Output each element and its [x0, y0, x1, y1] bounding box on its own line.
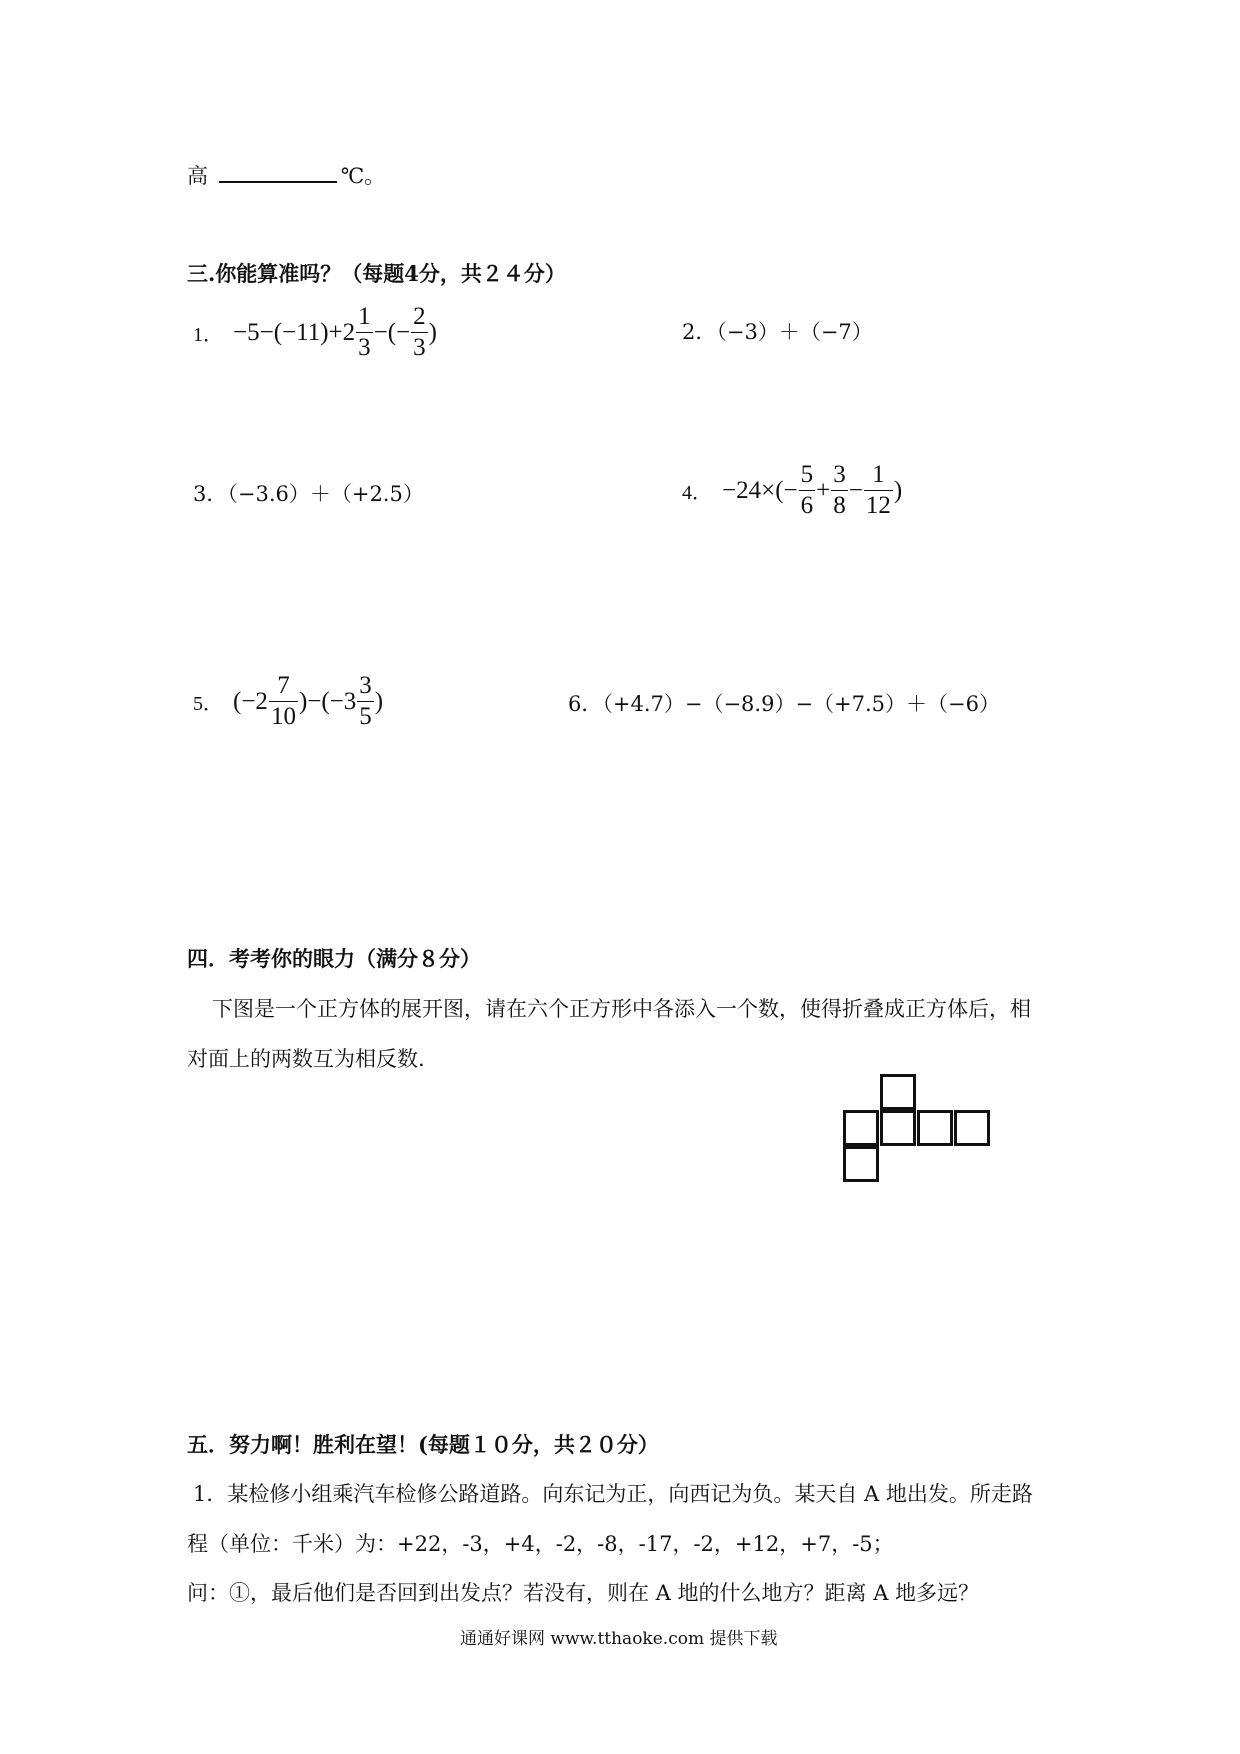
- net-square: [880, 1074, 916, 1110]
- fraction: $\frac{1}{3}$: [358, 303, 371, 361]
- problem-5: [193, 671, 383, 732]
- answer-blank: [219, 163, 337, 183]
- problem-1-part3: ): [428, 318, 437, 346]
- problem-3: 3．（−3.6）＋（+2.5）: [193, 482, 424, 506]
- problem-1-part2: −(−: [373, 318, 411, 346]
- fraction: $\frac{1}{12}$: [865, 461, 891, 519]
- net-square: [880, 1110, 916, 1146]
- problem-4-part2: ): [893, 476, 903, 504]
- section3-title: 三.你能算准吗？（每题4分，共２４分）: [187, 261, 566, 286]
- fraction: $\frac{5}{6}$: [800, 461, 814, 519]
- problem-1-part1: −5−(−11)+2: [233, 318, 356, 346]
- top-line-prefix: 高: [187, 164, 208, 188]
- problem-5-no: 5．: [193, 693, 223, 715]
- footer-source: 通通好课网 www.tthaoke.com 提供下载: [460, 1629, 778, 1649]
- problem-5-part1: (−2: [233, 687, 268, 715]
- net-square: [843, 1146, 879, 1182]
- problem-2: 2．（−3）＋（−7）: [682, 320, 873, 344]
- section5-q1-line3: 问：①，最后他们是否回到出发点？若没有，则在 A 地的什么地方？距离 A 地多远？: [187, 1581, 980, 1605]
- net-square: [843, 1110, 879, 1146]
- top-line: [187, 160, 385, 190]
- fraction: $\frac{7}{10}$: [270, 672, 296, 730]
- problem-5-part2: )−(−3: [298, 687, 357, 715]
- fraction: $\frac{2}{3}$: [413, 303, 426, 361]
- operator: +: [816, 476, 831, 504]
- problem-6: 6．（+4.7）−（−8.9）−（+7.5）＋（−6）: [568, 692, 1000, 716]
- operator: −: [848, 476, 863, 504]
- fraction: $\frac{3}{8}$: [833, 461, 846, 519]
- top-line-suffix: ℃。: [340, 164, 386, 188]
- section4-text-line2: 对面上的两数互为相反数.: [187, 1047, 425, 1071]
- net-square: [917, 1110, 953, 1146]
- fraction: $\frac{3}{5}$: [359, 672, 372, 730]
- problem-1-no: 1．: [193, 324, 223, 346]
- section5-title: 五．努力啊！胜利在望！(每题１０分，共２０分）: [187, 1432, 659, 1457]
- section4-title: 四．考考你的眼力（满分８分）: [187, 946, 481, 971]
- problem-4-part1: −24×(−: [722, 476, 798, 504]
- problem-5-part3: ): [374, 687, 384, 715]
- problem-4-no: 4．: [682, 482, 712, 504]
- problem-4: [682, 460, 902, 521]
- problem-1: [193, 302, 437, 363]
- section5-q1-line2: 程（单位：千米）为：+22，-3，+4，-2，-8，-17，-2，+12，+7，-5；: [187, 1532, 894, 1556]
- section5-q1-line1: 1．某检修小组乘汽车检修公路道路。向东记为正，向西记为负。某天自 A 地出发。所走路: [193, 1482, 1033, 1506]
- section4-text-line1: 下图是一个正方体的展开图，请在六个正方形中各添入一个数，使得折叠成正方体后，相: [212, 997, 1031, 1021]
- net-square: [954, 1110, 990, 1146]
